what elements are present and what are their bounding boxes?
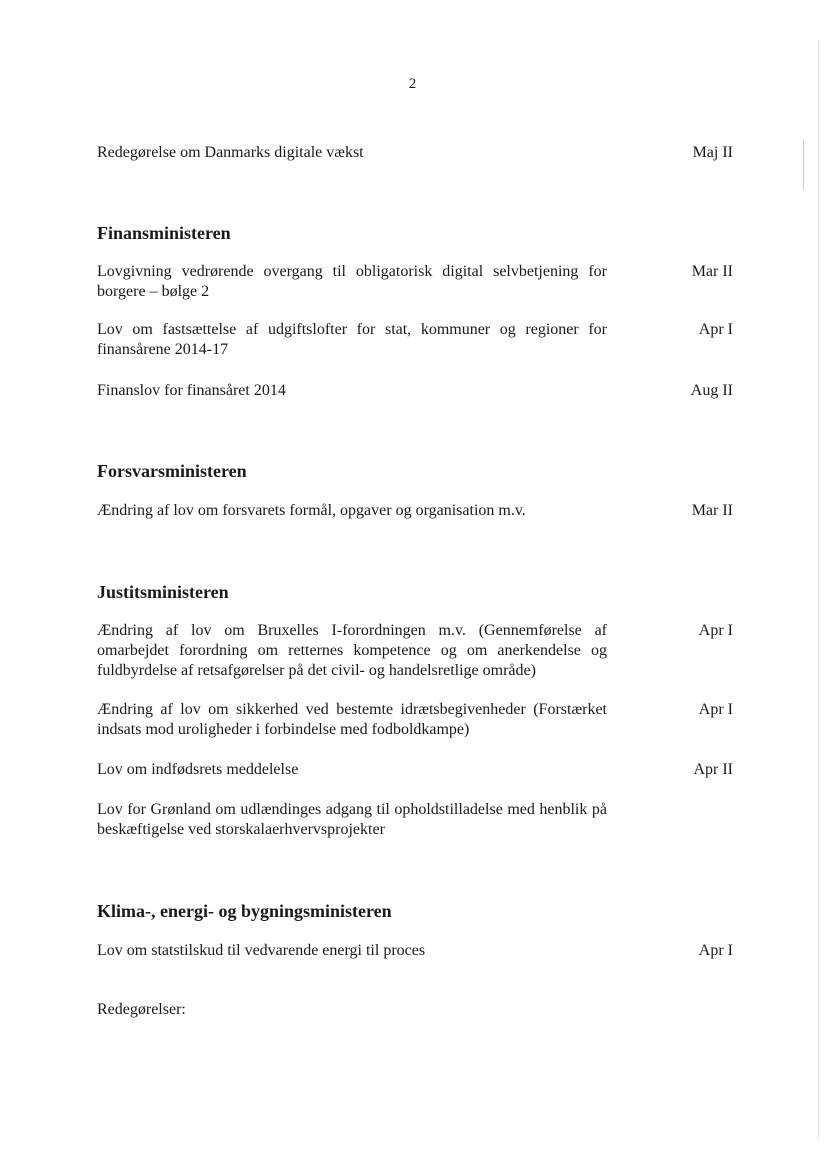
item-date: Aug II [690, 382, 733, 399]
section-heading-klima-energi-bygningsministeren: Klima-, energi- og bygningsministeren [97, 901, 392, 921]
list-item [97, 621, 733, 681]
list-item [97, 760, 733, 780]
scan-edge-line [818, 40, 819, 1140]
item-date: Mar II [691, 263, 733, 280]
item-title: Ændring af lov om Bruxelles I-forordningen m.v. (Gennemførelse af omarbejdet forordning om retternes kompetence og om anerkendelse og fuldbyrdelse af retsafgørelser på det civil- og handelsretlige område) [97, 622, 607, 679]
list-item [97, 700, 733, 740]
item-date: Apr I [698, 701, 733, 718]
list-item [97, 320, 733, 360]
item-date: Apr II [693, 761, 733, 778]
item-date: Apr I [698, 321, 733, 338]
item-title: Finanslov for finansåret 2014 [97, 382, 286, 399]
list-item [97, 501, 733, 521]
item-title: Ændring af lov om forsvarets formål, opgaver og organisation m.v. [97, 502, 526, 519]
list-item [97, 800, 733, 840]
section-heading-justitsministeren: Justitsministeren [97, 582, 229, 602]
redegoerelser-label: Redegørelser: [97, 1001, 186, 1018]
section-heading-finansministeren: Finansministeren [97, 223, 231, 243]
item-date: Apr I [698, 942, 733, 959]
item-date: Mar II [691, 502, 733, 519]
item-title: Lov for Grønland om udlændinges adgang til opholdstilladelse med henblik på beskæftigelse ved storskalaerhvervsprojekter [97, 801, 607, 838]
item-title: Lov om indfødsrets meddelelse [97, 761, 299, 778]
list-item [97, 143, 733, 163]
list-item [97, 262, 733, 302]
list-item [97, 941, 733, 961]
item-date: Apr I [698, 622, 733, 639]
list-item [97, 381, 733, 401]
item-title: Ændring af lov om sikkerhed ved bestemte idrætsbegivenheder (Forstærket indsats mod uroligheder i forbindelse med fodboldkampe) [97, 701, 607, 738]
item-title: Lovgivning vedrørende overgang til obligatorisk digital selvbetjening for borgere – bølge 2 [97, 263, 607, 300]
scan-edge-line [803, 140, 804, 190]
item-date: Maj II [692, 144, 733, 161]
item-title: Lov om fastsættelse af udgiftslofter for stat, kommuner og regioner for finansårene 2014-17 [97, 321, 607, 358]
item-title: Lov om statstilskud til vedvarende energi til proces [97, 942, 426, 959]
item-title: Redegørelse om Danmarks digitale vækst [97, 144, 364, 161]
section-heading-forsvarsministeren: Forsvarsministeren [97, 461, 247, 481]
page-number: 2 [408, 76, 417, 92]
